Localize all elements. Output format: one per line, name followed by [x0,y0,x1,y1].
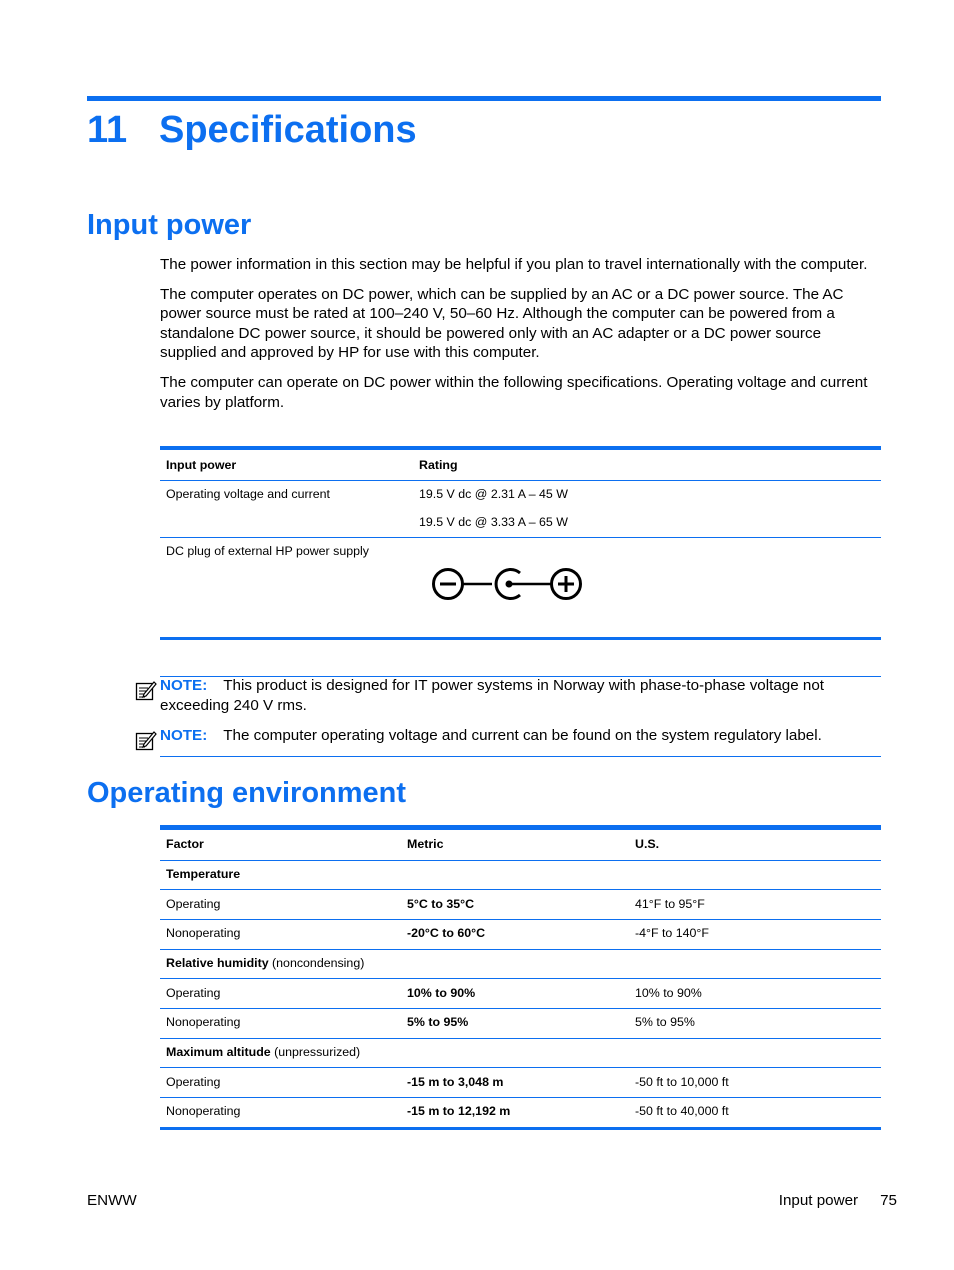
row-rule [160,1067,881,1068]
table-cell: Nonoperating [166,926,241,940]
table-header-cell: U.S. [635,837,660,851]
chapter-number: 11 [87,109,128,151]
table-cell: 5°C to 35°C [407,897,475,911]
chapter-title [87,106,417,154]
paragraph: The computer operates on DC power, which can be supplied by an AC or a DC power source. The AC power source must be rated at 100–240 V, 50–60 Hz. Although the computer can be powered from a standalone DC power source, it should be powered only with an AC adapter or a DC power source supplied and approved by HP for use with this computer. [160,285,844,362]
group-title-cell [166,867,240,881]
group-title: Relative humidity [166,956,269,970]
table-bottom-rule [160,637,881,640]
note-text: The computer operating voltage and current can be found on the system regulatory label. [223,727,822,744]
group-title-cell [166,956,364,970]
header-rule [160,860,881,861]
table-cell: 5% to 95% [407,1015,469,1029]
section-heading-operating-environment: Operating environment [87,777,407,809]
section-heading-input-power: Input power [87,209,252,241]
table-cell: Operating [166,1075,221,1089]
table-cell: Nonoperating [166,1015,241,1029]
chapter-rule [87,96,881,101]
table-cell: Operating [166,897,221,911]
note-label: NOTE: [160,677,208,694]
note [160,726,881,746]
table-cell: 10% to 90% [635,986,702,1000]
table-cell: Operating [166,986,221,1000]
table-bottom-rule [160,1127,881,1130]
group-qualifier: (unpressurized) [270,1045,361,1059]
row-rule [160,889,881,890]
input-power-table [160,450,881,639]
table-cell: -15 m to 12,192 m [407,1104,511,1118]
table-header-cell: Factor [166,837,204,851]
operating-environment-table [160,830,881,1130]
note [160,676,881,715]
note-bottom-rule [160,756,881,757]
paragraph: The computer can operate on DC power within the following specifications. Operating voltage and current varies by platform. [160,373,868,411]
table-header-cell: Input power [166,458,237,472]
table-cell: -20°C to 60°C [407,926,486,940]
page-number: 75 [880,1192,897,1209]
footer-section: Input power [778,1192,859,1209]
table-cell: DC plug of external HP power supply [166,544,369,558]
table-cell: -4°F to 140°F [635,926,709,940]
table-header-cell: Rating [419,458,458,472]
table-cell: -50 ft to 10,000 ft [635,1075,729,1089]
table-cell: 41°F to 95°F [635,897,705,911]
note-pencil-icon [135,729,157,751]
chapter-title-text: Specifications [159,109,417,151]
row-rule [160,978,881,979]
table-cell: -50 ft to 40,000 ft [635,1104,729,1118]
header-rule [160,480,881,481]
group-qualifier: (noncondensing) [268,956,365,970]
group-title: Temperature [166,867,241,881]
table-cell: Operating voltage and current [166,487,330,501]
row-rule [160,949,881,950]
table-cell: Nonoperating [166,1104,241,1118]
footer-right [779,1192,897,1209]
footer-left: ENWW [87,1192,137,1209]
note-pencil-icon [135,679,157,701]
note-label: NOTE: [160,727,208,744]
note-text: This product is designed for IT power systems in Norway with phase-to-phase voltage not exceeding 240 V rms. [160,677,825,714]
table-cell: -15 m to 3,048 m [407,1075,504,1089]
row-rule [160,1097,881,1098]
table-cell: 19.5 V dc @ 2.31 A – 45 W [419,487,568,501]
group-title: Maximum altitude [166,1045,271,1059]
group-title-cell [166,1045,360,1059]
dc-polarity-symbol-icon [430,566,586,604]
table-cell: 19.5 V dc @ 3.33 A – 65 W [419,515,568,529]
table-header-cell: Metric [407,837,444,851]
row-rule [160,1008,881,1009]
input-power-text [160,255,872,412]
row-rule [160,537,881,538]
table-cell: 5% to 95% [635,1015,695,1029]
table-cell: 10% to 90% [407,986,476,1000]
row-rule [160,919,881,920]
paragraph: The power information in this section may be helpful if you plan to travel internationally with the computer. [160,256,868,273]
row-rule [160,1038,881,1039]
